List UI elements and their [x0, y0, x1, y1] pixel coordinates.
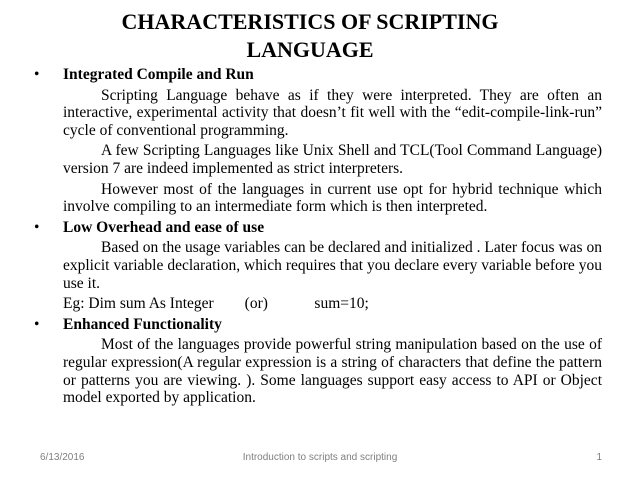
- bullet-heading-text: Integrated Compile and Run: [63, 66, 254, 83]
- paragraph: Scripting Language behave as if they were interpreted. They are often an interactive, experimental activity that doesn’t fit well with the “edit-compile-link-run” cycle of conventional programming.: [63, 86, 602, 139]
- paragraph: However most of the languages in current use opt for hybrid technique which involve compiling to an intermediate form which is then interpreted.: [63, 180, 602, 216]
- paragraph: Most of the languages provide powerful string manipulation based on the use of regular expression(A regular expression is a string of characters that define the pattern or patterns you are viewing. ). Some languages support easy access to API or Object model exported by application.: [63, 336, 602, 407]
- slide-title-line-1: CHARACTERISTICS OF SCRIPTING: [121, 9, 499, 34]
- bullet-icon: •: [34, 315, 40, 333]
- bullet-heading-text: Low Overhead and ease of use: [63, 218, 265, 236]
- page-number: 1: [596, 452, 602, 463]
- paragraph: Based on the usage variables can be declared and initialized . Later focus was on explicit variable declaration, which requires that you declare every variable before you use it.: [63, 239, 602, 292]
- footer-date: 6/13/2016: [40, 452, 85, 463]
- bullet-icon: •: [34, 66, 40, 83]
- footer-title: Introduction to scripts and scripting: [242, 452, 398, 463]
- bullet-heading-enhanced-functionality: [28, 316, 602, 334]
- bullet-heading-integrated-compile: [28, 66, 602, 84]
- slide-footer: [0, 452, 640, 466]
- slide-title-line-2: LANGUAGE: [246, 37, 374, 62]
- slide-body: [28, 66, 602, 410]
- bullet-icon: •: [34, 218, 40, 236]
- example-line: Eg: Dim sum As Integer (or) sum=10;: [63, 295, 369, 313]
- bullet-heading-text: Enhanced Functionality: [63, 315, 222, 333]
- bullet-heading-low-overhead: [28, 219, 602, 237]
- paragraph: A few Scripting Languages like Unix Shell and TCL(Tool Command Language) version 7 are indeed implemented as strict interpreters.: [63, 142, 602, 177]
- slide-title: [40, 8, 580, 64]
